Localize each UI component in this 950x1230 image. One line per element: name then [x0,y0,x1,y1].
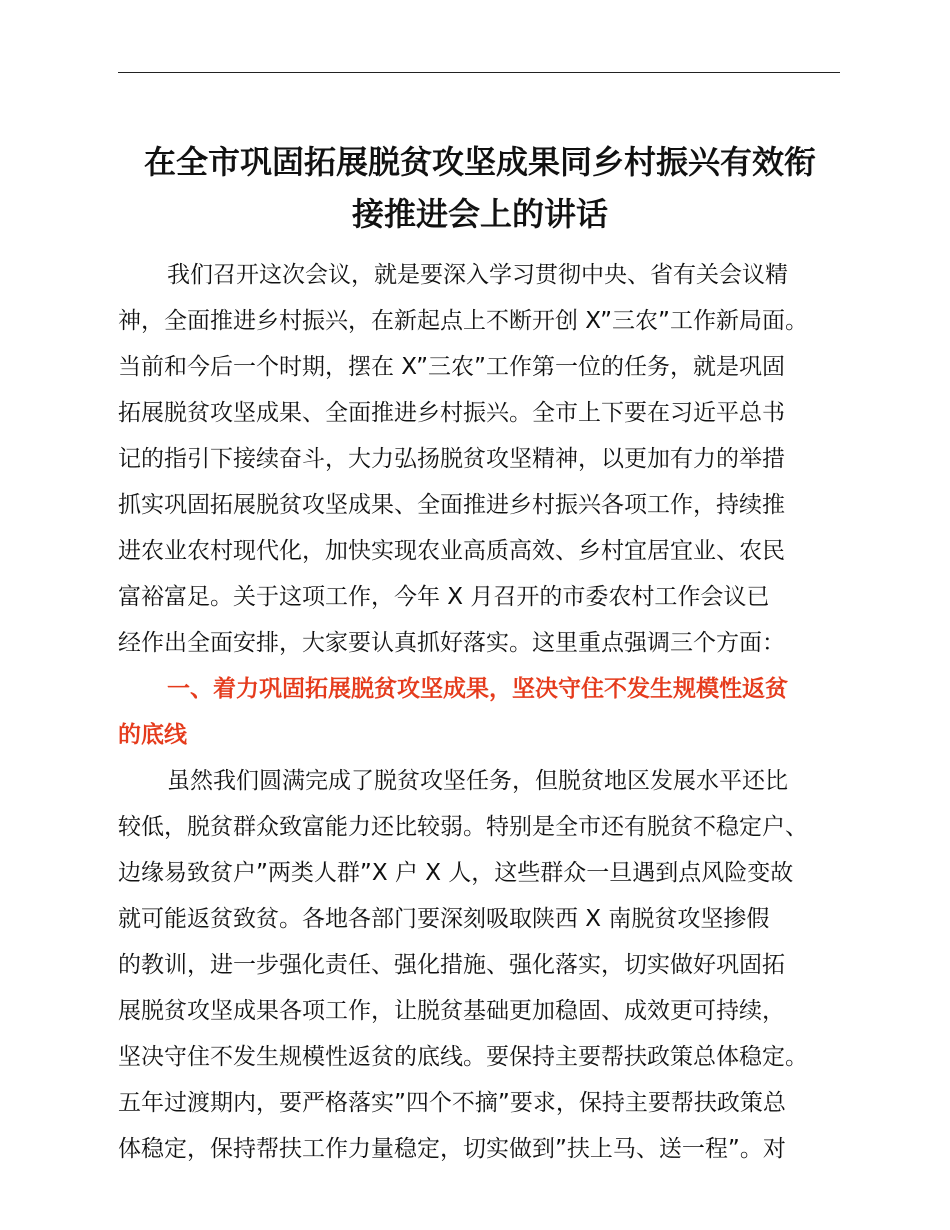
text-line: 虽然我们圆满完成了脱贫攻坚任务，但脱贫地区发展水平还比 [167,768,788,794]
text-line: 我们召开这次会议，就是要深入学习贯彻中央、省有关会议精 [167,262,788,288]
document-body [118,252,848,1172]
title-line: 接推进会上的讲话 [351,195,608,233]
text-line: 神，全面推进乡村振兴，在新起点上不断开创 X”三农”工作新局面。 [118,308,808,334]
text-line: 五年过渡期内，要严格落实”四个不摘”要求，保持主要帮扶政策总 [118,1090,786,1116]
header-rule [118,72,840,73]
text-line: 记的指引下接续奋斗，大力弘扬脱贫攻坚精神，以更加有力的举措 [118,446,785,472]
text-line: 富裕富足。关于这项工作，今年 X 月召开的市委农村工作会议已 [118,584,770,610]
section-heading-1 [118,666,848,758]
paragraph-intro [118,252,848,666]
text-line: 边缘易致贫户”两类人群”X 户 X 人，这些群众一旦遇到点风险变故 [118,860,794,886]
text-line: 的教训，进一步强化责任、强化措施、强化落实，切实做好巩固拓 [118,952,785,978]
title-line: 在全市巩固拓展脱贫攻坚成果同乡村振兴有效衔 [143,143,816,181]
text-line: 就可能返贫致贫。各地各部门要深刻吸取陕西 X 南脱贫攻坚掺假 [118,906,770,932]
text-line: 抓实巩固拓展脱贫攻坚成果、全面推进乡村振兴各项工作，持续推 [118,492,785,518]
text-line: 经作出全面安排，大家要认真抓好落实。这里重点强调三个方面： [118,630,785,656]
text-line: 进农业农村现代化，加快实现农业高质高效、乡村宜居宜业、农民 [118,538,785,564]
text-line: 体稳定，保持帮扶工作力量稳定，切实做到”扶上马、送一程”。对 [118,1136,786,1162]
text-line: 展脱贫攻坚成果各项工作，让脱贫基础更加稳固、成效更可持续， [118,998,785,1024]
paragraph-section-1 [118,758,848,1172]
heading-line: 的底线 [118,722,187,748]
text-line: 较低，脱贫群众致富能力还比较弱。特别是全市还有脱贫不稳定户、 [118,814,808,840]
heading-line: 一、着力巩固拓展脱贫攻坚成果，坚决守住不发生规模性返贫 [167,676,788,702]
text-line: 拓展脱贫攻坚成果、全面推进乡村振兴。全市上下要在习近平总书 [118,400,785,426]
document-title [110,136,850,240]
text-line: 坚决守住不发生规模性返贫的底线。要保持主要帮扶政策总体稳定。 [118,1044,808,1070]
text-line: 当前和今后一个时期，摆在 X”三农”工作第一位的任务，就是巩固 [118,354,785,380]
